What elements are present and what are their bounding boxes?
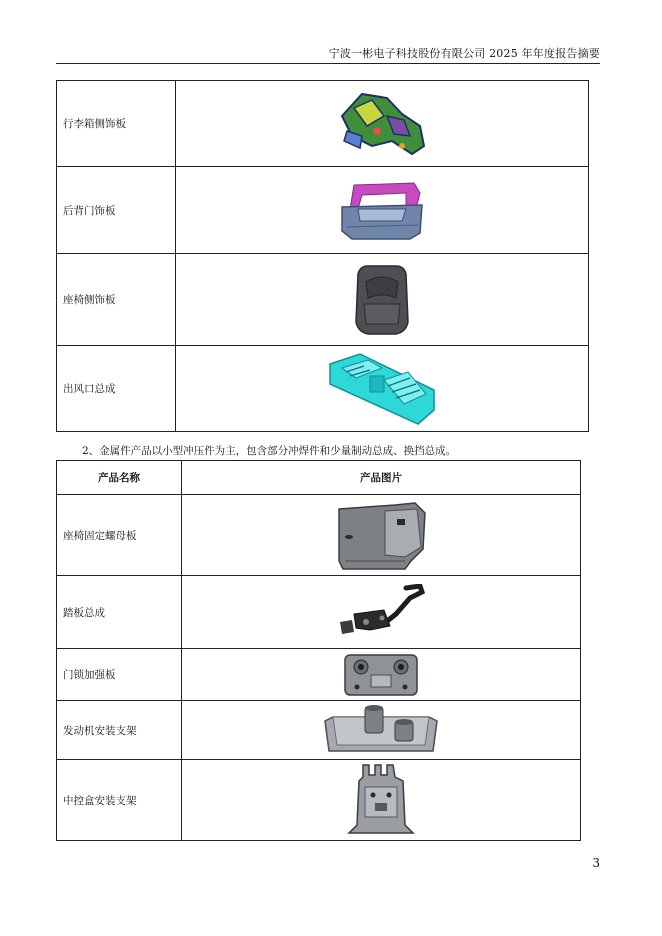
seat-side-trim-image xyxy=(352,264,412,336)
table-row xyxy=(57,576,581,649)
header-divider xyxy=(56,63,600,64)
product-name-cell: 行李箱侧饰板 xyxy=(57,81,176,167)
product-image-cell xyxy=(176,167,589,254)
page-number: 3 xyxy=(592,856,600,870)
metal-products-description: 2、金属件产品以小型冲压件为主，包含部分冲焊件和少量制动总成、换挡总成。 xyxy=(82,445,457,457)
product-image-cell xyxy=(182,495,581,576)
product-image-cell xyxy=(182,649,581,701)
door-lock-reinforcement-image xyxy=(341,651,421,699)
seat-nut-plate-image xyxy=(335,499,427,571)
column-header-product-name: 产品名称 xyxy=(57,461,182,495)
table-header-row xyxy=(57,461,581,495)
product-image-cell xyxy=(176,81,589,167)
plastic-products-table xyxy=(56,80,589,432)
column-header-product-image: 产品图片 xyxy=(182,461,581,495)
air-vent-assembly-image xyxy=(322,350,442,428)
engine-mount-bracket-image xyxy=(321,703,441,757)
table-row xyxy=(57,254,589,346)
table-row xyxy=(57,760,581,841)
product-name-cell: 门锁加强板 xyxy=(57,649,182,701)
pedal-assembly-image xyxy=(336,584,426,640)
table-row xyxy=(57,167,589,254)
table-row xyxy=(57,701,581,760)
product-name-cell: 座椅固定螺母板 xyxy=(57,495,182,576)
product-name-cell: 后背门饰板 xyxy=(57,167,176,254)
table-row xyxy=(57,81,589,167)
console-box-bracket-image xyxy=(343,763,419,837)
table-row xyxy=(57,495,581,576)
product-name-cell: 中控盒安装支架 xyxy=(57,760,182,841)
table-row xyxy=(57,346,589,432)
metal-products-table xyxy=(56,460,581,841)
product-name-cell: 出风口总成 xyxy=(57,346,176,432)
product-image-cell xyxy=(182,701,581,760)
tailgate-trim-image xyxy=(336,179,428,241)
product-image-cell xyxy=(182,576,581,649)
product-name-cell: 座椅侧饰板 xyxy=(57,254,176,346)
luggage-side-trim-image xyxy=(332,86,432,162)
product-image-cell xyxy=(176,346,589,432)
table-row xyxy=(57,649,581,701)
product-image-cell xyxy=(176,254,589,346)
product-image-cell xyxy=(182,760,581,841)
product-name-cell: 发动机安装支架 xyxy=(57,701,182,760)
product-name-cell: 踏板总成 xyxy=(57,576,182,649)
page-header-title: 宁波一彬电子科技股份有限公司 2025 年年度报告摘要 xyxy=(328,47,600,60)
